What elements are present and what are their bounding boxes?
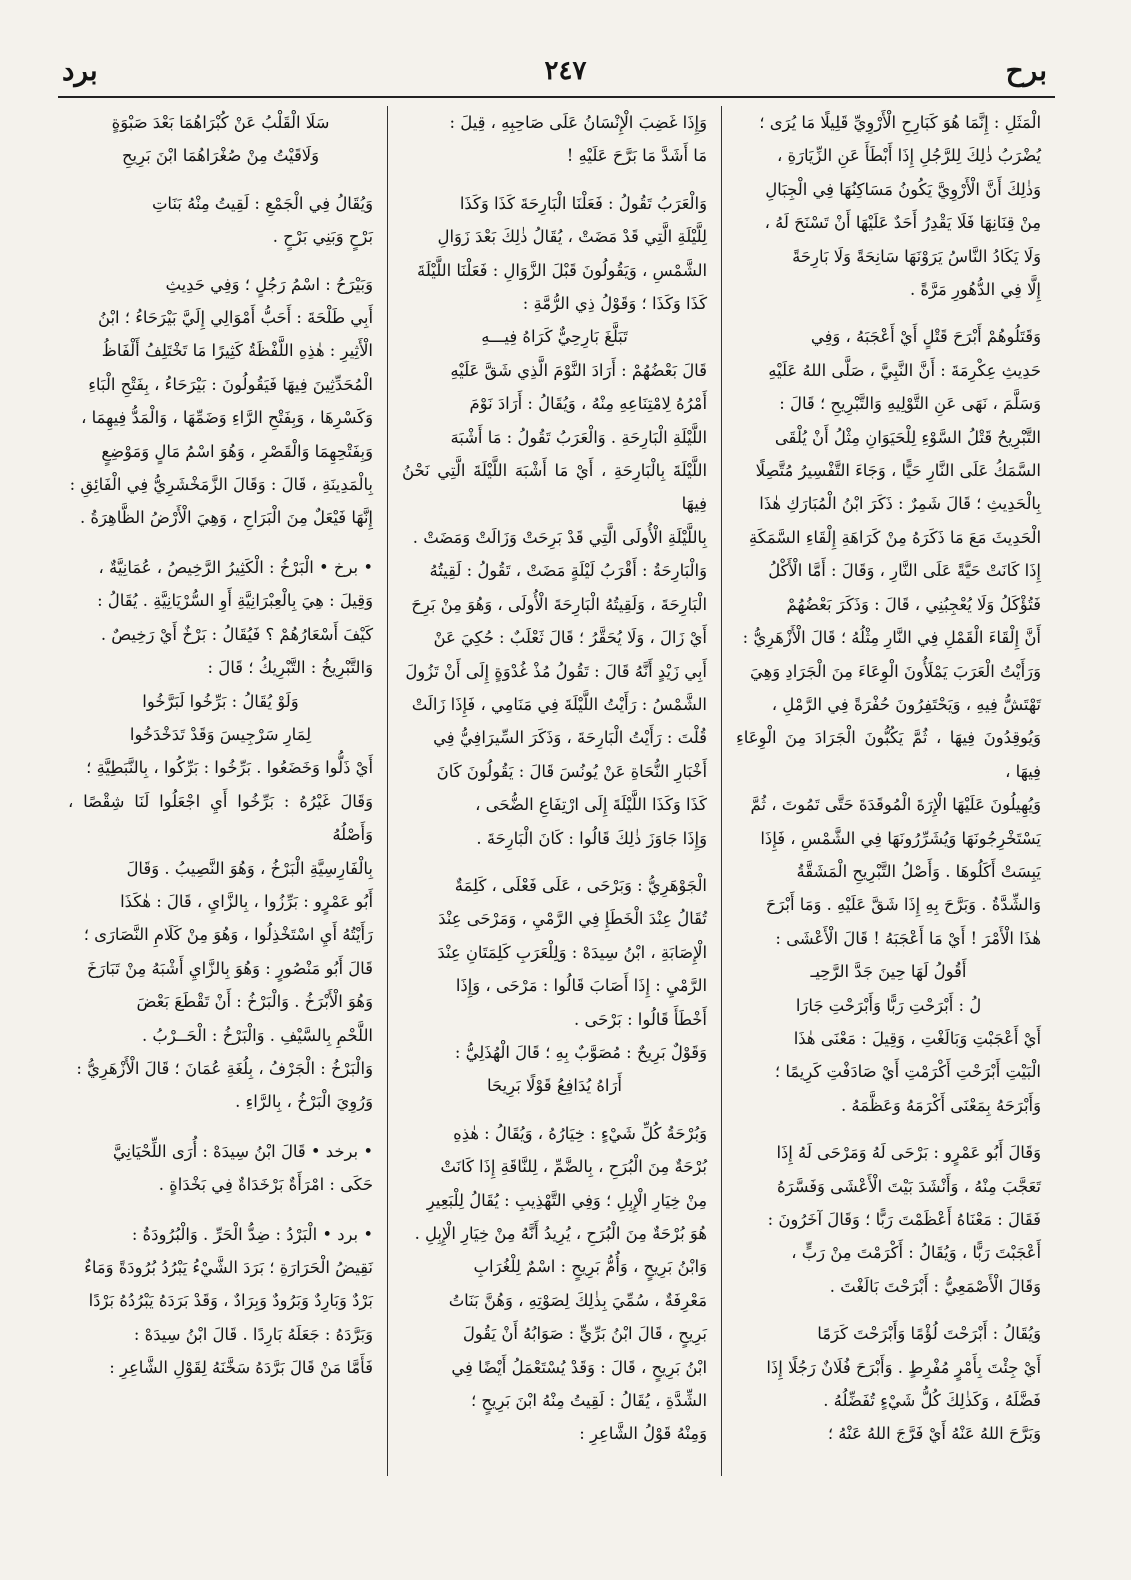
text-line: سَلَا الْقَلْبُ عَنْ كُبْرَاهُمَا بَعْدَ صَبْوَةٍ — [111, 113, 330, 132]
text-line: الْمَثَلِ : إِنَّمَا هُوَ كَبَارِحِ الْأَرْوِيِّ قَلِيلًا مَا يُرَى ؛ — [759, 113, 1041, 132]
text-line: بَرْدٌ وَبَارِدٌ وَبَرُودٌ وَبِرَادٌ ، وَقَدْ بَرَدَهُ يَبْرُدُهُ بَرْدًا — [88, 1291, 373, 1311]
text-line: كَذَا وَكَذَا اللَّيْلَةَ إِلَى ارْتِفَاعِ الضُّحَى ، — [475, 795, 707, 815]
text-line: وَبَيْرَحُ : اسْمُ رَجُلٍ ؛ وَفِي حَدِيثِ — [165, 274, 373, 294]
text-line: • برخ • الْبَرْخُ : الْكَثِيرُ الرَّخِيصُ ، عُمَانِيَّةٌ ، — [98, 557, 373, 577]
text-line: رَأَيْتُهُ أَيِ اسْتَخْذِلُوا ، وَهُوَ مِنْ كَلَامِ النَّصَارَى ؛ — [83, 925, 373, 945]
text-line: أَيْ ذَلُّوا وَخَضَعُوا . بَرِّخُوا : بَرِّكُوا ، بِالنَّبَطِيَّةِ ؛ — [86, 758, 373, 778]
text-line: يُضْرَبُ ذٰلِكَ لِلرَّجُلِ إِذَا أَبْطَأَ عَنِ الزِّيَارَةِ ، — [777, 146, 1041, 166]
running-head-right: برح — [1005, 54, 1047, 87]
text-line: وَيُقَالُ : أَبْرَحْتَ لُؤْمًا وَأَبْرَحْتَ كَرَمًا — [817, 1324, 1041, 1344]
text-line: تَبَلَّغَ بَارِحِيٌّ كَرَاهُ فِيـــهِ — [481, 327, 628, 347]
text-line: وَسَلَّمَ ، نَهَى عَنِ التَّوْلِيهِ وَالتَّبْرِيحِ ؛ قَالَ : — [779, 394, 1041, 414]
text-line: الشَّمْسُ : رَأَيْتُ اللَّيْلَةَ فِي مَنَامِي ، فَإِذَا زَالَتْ — [411, 694, 707, 714]
text-line: وَيُقَالُ فِي الْجَمْعِ : لَقِيتُ مِنْهُ بَنَاتِ — [151, 193, 373, 213]
page-number: ٢٤٧ — [544, 56, 587, 86]
header-rule — [58, 96, 1055, 98]
text-line: وَمِنْهُ قَوْلُ الشَّاعِرِ : — [579, 1424, 707, 1444]
text-line: الرَّمْيِ : إِذَا أَصَابَ قَالُوا : مَرْحَى ، وَإِذَا — [455, 976, 707, 996]
text-line: بِالْفَارِسِيَّةِ الْبَرْخُ ، وَهُوَ النَّصِيبُ . وَقَالَ — [126, 858, 373, 878]
text-line: بَرْحٍ وَبَنِي بَرْحٍ . — [272, 227, 373, 247]
text-line: أَرَاهُ يُدَافِعُ قَوْلًا بَرِيحَا — [487, 1076, 622, 1096]
text-line: ابْنُ بَرِيحٍ ، قَالَ : وَقَدْ يُسْتَعْمَلُ أَيْضًا فِي — [451, 1357, 707, 1377]
text-line: وَلَاقَيْتُ مِنْ صُغْرَاهُمَا ابْنَ بَرِيحِ — [121, 146, 320, 166]
text-line: فَتُؤْكَلُ وَلَا يُعْجِبُنِي ، قَالَ : وَذَكَرَ بَعْضُهُمْ — [786, 594, 1041, 614]
text-line: يَسْتَخْرِجُونَهَا وَيُشَرِّرُونَهَا فِي الشَّمْسِ ، فَإِذَا — [760, 828, 1041, 848]
text-line: وَقَالَ غَيْرُهُ : بَرِّخُوا أَيِ اجْعَلُوا لَنَا شِقْصًا ، وَأَصْلُهُ — [68, 791, 373, 845]
text-line: بَرِيحٍ ، قَالَ ابْنُ بَرِّيٍّ : صَوَابُهُ أَنْ يَقُولَ — [462, 1324, 707, 1344]
text-line: اللَّيْلَةَ بِالْبَارِحَةِ ، أَيْ مَا أَشْبَهَ اللَّيْلَةَ الَّتِي نَحْنُ فِيهَا — [402, 461, 707, 514]
column-left — [54, 106, 388, 1476]
text-line: أَعْجَبْتَ رَبًّا ، وَيُقَالُ : أَكْرَمْتَ مِنْ رَبٍّ ، — [791, 1243, 1041, 1263]
text-line: إِلَّا فِي الدُّهُورِ مَرَّةً . — [909, 280, 1041, 300]
text-line: فَضَّلَهُ ، وَكَذٰلِكَ كُلُّ شَيْءٍ تُفَضِّلُهُ . — [823, 1391, 1041, 1411]
text-line: أَمْرُهُ لِامْتِنَاعِهِ مِنْهُ ، وَيُقَالُ : أَرَادَ نَوْمَ — [469, 394, 707, 414]
text-line: اللَّحْمِ بِالسَّيْفِ . وَالْبَرْخُ : الْحَــرْبُ . — [142, 1025, 373, 1045]
text-line: أَبُو عَمْرٍو : بَرِّزُوا ، بِالزَّايِ ، قَالَ : هٰكَذَا — [120, 891, 373, 911]
text-line: لِمَارِ سَرْجِيسَ وَقَدْ تَدَخْدَخُوا — [129, 724, 312, 744]
text-line: هُوَ بُرْحَةٌ مِنَ الْبُرَحِ ، يُرِيدُ أَنَّهُ مِنْ خِيَارِ الْإِبِلِ . — [414, 1224, 707, 1243]
text-line: وَبُرْحَةُ كُلِّ شَيْءٍ : خِيَارُهُ ، وَيُقَالُ : هٰذِهِ — [453, 1123, 707, 1143]
text-line: الْحَدِيثَ مَعَ مَا ذَكَرَهُ مِنْ كَرَاهَةِ إِلْقَاءِ السَّمَكَةِ — [749, 527, 1041, 547]
text-line: أَبِي طَلْحَةَ : أَحَبُّ أَمْوَالِي إِلَيَّ بَيْرَحَاءُ ؛ ابْنُ — [97, 308, 373, 328]
text-line: وَقَالَ أَبُو عَمْرٍو : بَرْحَى لَهُ وَمَرْحَى لَهُ إِذَا — [776, 1143, 1041, 1163]
text-line: الْبَارِحَةَ ، وَلَقِيتُهُ الْبَارِحَةَ الْأُولَى ، وَهُوَ مِنْ بَرِحَ — [411, 594, 707, 614]
text-line: الشَّمْسِ ، وَيَقُولُونَ قَبْلَ الزَّوَالِ : فَعَلْنَا اللَّيْلَةَ — [417, 260, 707, 280]
text-line: • برد • الْبَرْدُ : ضِدُّ الْحَرِّ . وَالْبُرُودَةُ : — [131, 1224, 373, 1244]
text-line: وَالشِّدَّةُ . وَبَرَّحَ بِهِ إِذَا شَقَّ عَلَيْهِ . وَمَا أَبْرَحَ — [765, 895, 1041, 915]
text-line: حَدِيثِ عِكْرِمَةَ : أَنَّ النَّبِيَّ ، صَلَّى اللهُ عَلَيْهِ — [768, 360, 1041, 380]
text-line: الْأَثِيرِ : هٰذِهِ اللَّفْظَةُ كَثِيرًا مَا تَخْتَلِفُ أَلْفَاظُ — [101, 341, 373, 361]
text-line: لِلَّيْلَةِ الَّتِي قَدْ مَضَتْ ، يُقَالُ ذٰلِكَ بَعْدَ زَوَالِ — [437, 227, 707, 247]
text-line: وَبِفَتْحِهِمَا وَالْقَصْرِ ، وَهُوَ اسْمُ مَالٍ وَمَوْضِعٍ — [101, 441, 373, 461]
text-line: وَلَا يَكَادُ النَّاسُ يَرَوْنَهَا سَانِحَةً وَلَا بَارِحَةً — [792, 246, 1041, 266]
text-line: وَيُوقِدُونَ فِيهَا ، ثُمَّ يَكُبُّونَ الْجَرَادَ مِنَ الْوِعَاءِ فِيهَا ، — [736, 728, 1041, 781]
text-line: تَهْتَشُّ فِيهِ ، وَيَحْتَفِرُونَ حُفْرَةً فِي الرَّمْلِ ، — [771, 694, 1041, 714]
page-header — [40, 48, 1091, 98]
text-line: الْجَوْهَرِيُّ : وَبَرْحَى ، عَلَى فَعْلَى ، كَلِمَةٌ — [454, 875, 707, 895]
text-line: وَقِيلَ : هِيَ بِالْعِبْرَانِيَّةِ أَوِ السُّرْيَانِيَّةِ . يُقَالُ : — [97, 591, 373, 611]
text-line: بِالْمَدِينَةِ ، قَالَ : وَقَالَ الزَّمَخْشَرِيُّ فِي الْفَائِقِ : — [69, 475, 373, 495]
text-line: وَأَبْرَحَهُ بِمَعْنَى أَكْرَمَهُ وَعَظَّمَهُ . — [841, 1095, 1041, 1115]
text-line: لُ : أَبْرَحْتِ رَبًّا وَأَبْرَحْتِ جَارَا — [795, 995, 982, 1015]
text-line: أَخْبَارِ النُّحَاةِ عَنْ يُونُسَ قَالَ : يَقُولُونَ كَانَ — [436, 761, 707, 781]
text-line: تُقَالُ عِنْدَ الْخَطَإِ فِي الرَّمْيِ ، وَمَرْحَى عِنْدَ — [438, 909, 707, 929]
text-line: مَعْرِفَةٌ ، سُمِّيَ بِذٰلِكَ لِصَوْتِهِ ، وَهُنَّ بَنَاتُ — [448, 1290, 707, 1310]
text-line: فَقَالَ : مَعْنَاهُ أَعْظَمْتَ رَبًّا ؛ وَقَالَ آخَرُونَ : — [767, 1210, 1041, 1229]
text-line: وَيُهِيلُونَ عَلَيْهَا الْإِرَةَ الْمُوقَدَةَ حَتَّى تَمُوتَ ، ثُمَّ — [750, 795, 1041, 815]
text-line: أَيْ زَالَ ، وَلَا يُحَقَّرُ ؛ قَالَ ثَعْلَبٌ : حُكِيَ عَنْ — [433, 628, 707, 648]
text-line: وَإِذَا غَضِبَ الْإِنْسَانُ عَلَى صَاحِبِهِ ، قِيلَ : — [449, 113, 707, 132]
text-line: وَذٰلِكَ أَنَّ الْأَرْوِيَّ يَكُونُ مَسَاكِنُهَا فِي الْجِبَالِ — [765, 179, 1041, 199]
text-line: اللَّيْلَةِ الْبَارِحَةِ . وَالْعَرَبُ تَقُولُ : مَا أَشْبَهَ — [450, 427, 707, 447]
column-right — [722, 106, 1055, 1476]
text-line: أَنَّ إِلْقَاءَ الْقَمْلِ فِي النَّارِ مِثْلُهُ ؛ قَالَ الْأَزْهَرِيُّ : — [742, 628, 1041, 648]
text-line: أَيْ أَعْجَبْتِ وَبَالَغْتِ ، وَقِيلَ : مَعْنَى هٰذَا — [793, 1028, 1041, 1048]
text-line: أَيْ جِئْتَ بِأَمْرٍ مُفْرِطٍ . وَأَبْرَحَ فُلَانٌ رَجُلًا إِذَا — [766, 1357, 1041, 1377]
text-line: وَهُوَ الْأَبْرَخُ . وَالْبَرْخُ : أَنْ تَقْطَعَ بَعْضَ — [136, 992, 373, 1012]
text-line: وَكَسْرِهَا ، وَبِفَتْحِ الرَّاءِ وَضَمِّهَا ، وَالْمَدُّ فِيهِمَا ، — [81, 408, 373, 428]
text-line: بِاللَّيْلَةِ الْأُولَى الَّتِي قَدْ بَرِحَتْ وَزَالَتْ وَمَضَتْ . — [412, 527, 707, 547]
text-line: وَالْبَرْخُ : الْجَرْفُ ، بِلُغَةِ عُمَانَ ؛ قَالَ الْأَزْهَرِيُّ : — [76, 1058, 373, 1078]
text-columns — [54, 106, 1055, 1476]
text-line: وَقَوْلٌ بَرِيحٌ : مُصَوَّبٌ بِهِ ؛ قَالَ الْهُذَلِيُّ : — [454, 1042, 707, 1062]
text-line: إِذَا كَانَتْ حَيَّةً عَلَى النَّارِ ، وَقَالَ : أَمَّا الْأَكْلُ — [768, 561, 1041, 581]
text-line: • برخد • قَالَ ابْنُ سِيدَهْ : أُرَى اللِّحْيَانِيَّ — [112, 1141, 373, 1161]
text-line: أَقُولُ لَهَا حِينَ جَدَّ الرَّحِيـ — [810, 962, 967, 982]
text-line: وَإِذَا جَاوَزَ ذٰلِكَ قَالُوا : كَانَ الْبَارِحَةَ . — [476, 828, 707, 848]
text-line: قُلْتَ : رَأَيْتُ الْبَارِحَةَ ، وَذَكَرَ السِّيرَافِيُّ فِي — [433, 728, 707, 748]
text-line: كَيْفَ أَسْعَارُهُمْ ؟ فَيُقَالُ : بَرْخٌ أَيْ رَخِيصٌ . — [100, 624, 373, 644]
text-line: حَكَى : امْرَأَةٌ بَرْخَدَاةٌ فِي بَخْدَاةٍ . — [158, 1175, 373, 1195]
text-line: وَبَرَّدَهُ : جَعَلَهُ بَارِدًا . قَالَ ابْنُ سِيدَهْ : — [133, 1324, 373, 1344]
text-line: الشِّدَّةِ ، يُقَالُ : لَقِيتُ مِنْهُ ابْنَ بَرِيحٍ ؛ — [471, 1391, 707, 1411]
text-line: وَرَأَيْتُ الْعَرَبَ يَمْلَأُونَ الْوِعَاءَ مِنَ الْجَرَادِ وَهِيَ — [750, 661, 1041, 681]
text-line: وَابْنُ بَرِيحٍ ، وَأُمُّ بَرِيحٍ : اسْمٌ لِلْغُرَابِ — [473, 1257, 707, 1277]
text-line: السَّمَكُ عَلَى النَّارِ حَيًّا ، وَجَاءَ التَّفْسِيرُ مُتَّصِلًا — [755, 461, 1041, 481]
text-line: يَبِسَتْ أَكَلُوهَا . وَأَصْلُ التَّبْرِيحِ الْمَشَقَّةُ — [796, 861, 1041, 881]
text-line: قَالَ بَعْضُهُمْ : أَرَادَ النَّوْمَ الَّذِي شَقَّ عَلَيْهِ — [450, 360, 707, 380]
text-line: مِنْ خِيَارِ الْإِبِلِ ؛ وَفِي التَّهْذِيبِ : يُقَالُ لِلْبَعِيرِ — [426, 1190, 707, 1210]
column-middle — [388, 106, 722, 1476]
text-line: وَقَالَ الْأَصْمَعِيُّ : أَبْرَحْتَ بَالَغْتَ . — [829, 1276, 1041, 1296]
text-line: إِنَّهَا فَيْعَلٌ مِنَ الْبَرَاحِ ، وَهِيَ الْأَرْضُ الظَّاهِرَةُ . — [80, 508, 373, 528]
text-line: أَبِي زَيْدٍ أَنَّهُ قَالَ : تَقُولُ مُذْ غُدْوَةٍ إِلَى أَنْ تَزُولَ — [405, 661, 707, 681]
text-line: كَذَا وَكَذَا ؛ وَقَوْلُ ذِي الرُّمَّةِ : — [522, 294, 707, 314]
text-line: قَالَ أَبُو مَنْصُورٍ : وَهُوَ بِالزَّايِ أَشْبَهُ مِنْ تَبَارَخَ — [86, 958, 373, 978]
text-line: أَخْطَأَ قَالُوا : بَرْحَى . — [574, 1009, 707, 1029]
text-line: وَقَتَلُوهُمْ أَبْرَحَ قَتْلٍ أَيْ أَعْجَبَهُ ، وَفِي — [810, 327, 1041, 347]
text-line: تَعَجَّبَ مِنْهُ ، وَأَنْشَدَ بَيْتَ الْأَعْشَى وَفَسَّرَهُ — [776, 1176, 1041, 1196]
text-line: مَا أَشَدَّ مَا بَرَّحَ عَلَيْهِ ! — [566, 146, 707, 166]
text-line: وَلَوْ يُقَالُ : بَرِّخُوا لَبَرَّخُوا — [142, 691, 299, 711]
text-line: وَالْعَرَبُ تَقُولُ : فَعَلْنَا الْبَارِحَةَ كَذَا وَكَذَا — [459, 193, 707, 213]
text-line: التَّبْرِيحُ قَتْلُ السَّوْءِ لِلْحَيَوَانِ مِثْلُ أَنْ يُلْقَى — [774, 427, 1041, 447]
text-line: نَقِيضُ الْحَرَارَةِ ؛ بَرَدَ الشَّيْءُ يَبْرُدُ بُرُودَةً وَمَاءٌ — [84, 1258, 373, 1277]
text-line: وَالتَّبْرِيخُ : التَّبْرِيكُ ؛ قَالَ : — [207, 658, 373, 678]
text-line: بُرْحَةٌ مِنَ الْبُرَحِ ، بِالضَّمِّ ، لِلنَّاقَةِ إِذَا كَانَتْ — [440, 1157, 707, 1177]
text-line: هٰذَا الْأَمْرَ ! أَيْ مَا أَعْجَبَهُ ! قَالَ الْأَعْشَى : — [775, 928, 1041, 948]
text-line: فَأَمَّا مَنْ قَالَ بَرَّدَهُ سَخَّنَهُ لِقَوْلِ الشَّاعِرِ : — [109, 1358, 373, 1378]
text-line: الْإِصَابَةِ ، ابْنُ سِيدَهْ : وَلِلْعَرَبِ كَلِمَتَانِ عِنْدَ — [437, 942, 707, 962]
text-line: وَبَرَّحَ اللهُ عَنْهُ أَيْ فَرَّجَ اللهُ عَنْهُ ؛ — [827, 1424, 1041, 1444]
text-line: وَالْبَارِحَةُ : أَقْرَبُ لَيْلَةٍ مَضَتْ ، تَقُولُ : لَقِيتُهُ — [429, 561, 707, 581]
text-line: بِالْحَدِيثِ ؛ قَالَ شَمِرٌ : ذَكَرَ ابْنُ الْمُبَارَكِ هٰذَا — [759, 494, 1041, 514]
text-line: الْبَيْتِ أَبْرَحْتِ أَكْرَمْتِ أَيْ صَادَفْتِ كَرِيمًا ؛ — [774, 1062, 1041, 1082]
running-head-left: برد — [62, 54, 98, 87]
text-line: مِنْ قِنَانِهَا فَلَا يَقْدِرُ أَحَدٌ عَلَيْهَا أَنْ تَسْنَحَ لَهُ ، — [764, 213, 1041, 233]
text-line: الْمُحَدِّثِينَ فِيهَا فَيَقُولُونَ : بَيْرَحَاءُ ، بِفَتْحِ الْبَاءِ — [88, 374, 373, 394]
text-line: وَرُوِيَ الْبَرْخُ ، بِالرَّاءِ . — [235, 1092, 373, 1112]
